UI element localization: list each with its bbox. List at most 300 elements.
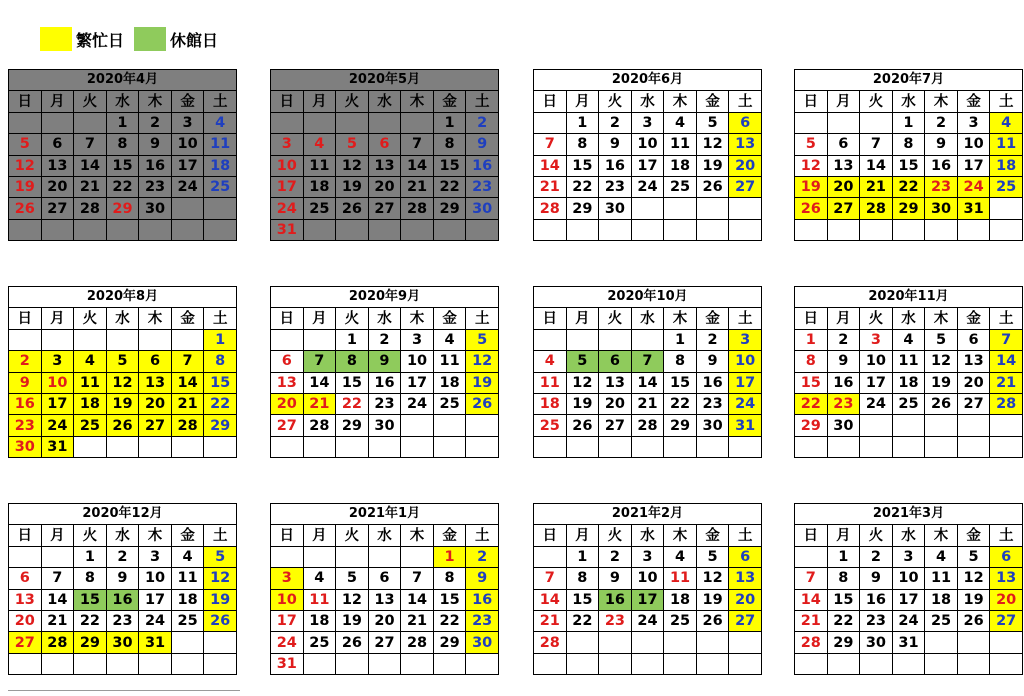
empty-cell	[566, 653, 599, 674]
day-cell: 24	[631, 610, 664, 631]
day-cell: 13	[9, 589, 42, 610]
day-cell: 30	[827, 415, 860, 436]
month-title: 2020年4月	[9, 70, 237, 91]
empty-cell	[336, 653, 369, 674]
day-cell: 18	[925, 589, 958, 610]
day-cell: 25	[534, 415, 567, 436]
day-cell: 6	[41, 134, 74, 155]
day-cell: 17	[41, 393, 74, 414]
day-cell: 5	[9, 134, 42, 155]
day-cell: 29	[433, 198, 466, 219]
month-title: 2021年3月	[795, 504, 1023, 525]
day-cell: 14	[41, 589, 74, 610]
empty-cell	[957, 219, 990, 240]
day-cell: 5	[795, 134, 828, 155]
empty-cell	[303, 546, 336, 567]
day-cell: 15	[664, 372, 697, 393]
day-cell: 24	[271, 198, 304, 219]
closed-day-label: 休館日	[170, 30, 219, 50]
day-cell: 21	[795, 610, 828, 631]
empty-cell	[74, 112, 107, 133]
empty-cell	[41, 112, 74, 133]
empty-cell	[41, 329, 74, 350]
day-cell: 16	[925, 155, 958, 176]
day-cell: 21	[74, 176, 107, 197]
empty-cell	[171, 198, 204, 219]
weekday-header: 木	[139, 308, 172, 329]
day-cell: 2	[827, 329, 860, 350]
day-cell: 27	[41, 198, 74, 219]
weekday-header: 火	[74, 308, 107, 329]
day-cell: 26	[336, 198, 369, 219]
day-cell: 7	[534, 568, 567, 589]
empty-cell	[990, 219, 1023, 240]
empty-cell	[171, 219, 204, 240]
day-cell: 2	[9, 351, 42, 372]
weekday-header: 土	[990, 308, 1023, 329]
weekday-header: 土	[990, 91, 1023, 112]
weekday-header: 木	[664, 525, 697, 546]
empty-cell	[795, 219, 828, 240]
day-cell: 21	[534, 610, 567, 631]
day-cell: 8	[74, 568, 107, 589]
weekday-header: 金	[696, 308, 729, 329]
day-cell: 16	[368, 372, 401, 393]
empty-cell	[957, 653, 990, 674]
closed-day-swatch	[134, 27, 166, 51]
weekday-header: 日	[795, 91, 828, 112]
weekday-header: 日	[534, 525, 567, 546]
day-cell: 20	[729, 589, 762, 610]
day-cell: 6	[368, 568, 401, 589]
month-calendar	[8, 503, 237, 675]
day-cell: 9	[599, 568, 632, 589]
divider	[8, 690, 240, 691]
weekday-header: 土	[204, 525, 237, 546]
day-cell: 9	[466, 568, 499, 589]
day-cell: 12	[106, 372, 139, 393]
day-cell: 28	[74, 198, 107, 219]
day-cell: 28	[795, 632, 828, 653]
day-cell: 22	[892, 176, 925, 197]
day-cell: 26	[925, 393, 958, 414]
weekday-header: 金	[696, 525, 729, 546]
day-cell: 13	[41, 155, 74, 176]
weekday-header: 土	[204, 308, 237, 329]
empty-cell	[139, 329, 172, 350]
day-cell: 16	[696, 372, 729, 393]
day-cell: 21	[860, 176, 893, 197]
day-cell: 29	[106, 198, 139, 219]
empty-cell	[204, 219, 237, 240]
empty-cell	[401, 219, 434, 240]
day-cell: 17	[860, 372, 893, 393]
day-cell: 13	[827, 155, 860, 176]
day-cell: 11	[534, 372, 567, 393]
empty-cell	[336, 436, 369, 457]
day-cell: 6	[139, 351, 172, 372]
empty-cell	[368, 219, 401, 240]
day-cell: 25	[303, 632, 336, 653]
day-cell: 14	[795, 589, 828, 610]
empty-cell	[957, 436, 990, 457]
day-cell: 2	[696, 329, 729, 350]
day-cell: 25	[433, 393, 466, 414]
day-cell: 5	[336, 134, 369, 155]
day-cell: 4	[74, 351, 107, 372]
day-cell: 15	[566, 589, 599, 610]
day-cell: 23	[9, 415, 42, 436]
day-cell: 15	[336, 372, 369, 393]
day-cell: 16	[139, 155, 172, 176]
day-cell: 8	[795, 351, 828, 372]
day-cell: 28	[860, 198, 893, 219]
day-cell: 4	[664, 112, 697, 133]
day-cell: 11	[433, 351, 466, 372]
weekday-header: 月	[41, 91, 74, 112]
empty-cell	[41, 546, 74, 567]
day-cell: 28	[534, 632, 567, 653]
day-cell: 29	[566, 198, 599, 219]
day-cell: 26	[466, 393, 499, 414]
day-cell: 1	[433, 546, 466, 567]
empty-cell	[106, 653, 139, 674]
day-cell: 7	[41, 568, 74, 589]
weekday-header: 月	[827, 525, 860, 546]
day-cell: 5	[336, 568, 369, 589]
day-cell: 23	[466, 610, 499, 631]
empty-cell	[9, 546, 42, 567]
day-cell: 28	[41, 632, 74, 653]
day-cell: 10	[631, 134, 664, 155]
day-cell: 3	[631, 112, 664, 133]
day-cell: 1	[204, 329, 237, 350]
day-cell: 31	[892, 632, 925, 653]
empty-cell	[925, 653, 958, 674]
weekday-header: 火	[599, 525, 632, 546]
day-cell: 5	[957, 546, 990, 567]
empty-cell	[433, 653, 466, 674]
day-cell: 8	[892, 134, 925, 155]
empty-cell	[599, 436, 632, 457]
weekday-header: 金	[171, 308, 204, 329]
day-cell: 18	[433, 372, 466, 393]
day-cell: 30	[466, 198, 499, 219]
day-cell: 4	[534, 351, 567, 372]
day-cell: 14	[534, 589, 567, 610]
day-cell: 27	[139, 415, 172, 436]
day-cell: 16	[599, 155, 632, 176]
day-cell: 22	[566, 610, 599, 631]
day-cell: 31	[957, 198, 990, 219]
day-cell: 29	[827, 632, 860, 653]
day-cell: 16	[860, 589, 893, 610]
day-cell: 20	[271, 393, 304, 414]
month-title: 2021年1月	[271, 504, 499, 525]
day-cell: 7	[795, 568, 828, 589]
weekday-header: 土	[204, 91, 237, 112]
day-cell: 30	[860, 632, 893, 653]
day-cell: 16	[599, 589, 632, 610]
day-cell: 27	[729, 176, 762, 197]
day-cell: 3	[892, 546, 925, 567]
day-cell: 13	[729, 568, 762, 589]
weekday-header: 月	[303, 308, 336, 329]
weekday-header: 月	[566, 91, 599, 112]
day-cell: 6	[9, 568, 42, 589]
empty-cell	[336, 546, 369, 567]
empty-cell	[827, 112, 860, 133]
weekday-header: 日	[271, 91, 304, 112]
day-cell: 3	[139, 546, 172, 567]
day-cell: 26	[795, 198, 828, 219]
weekday-header: 火	[599, 308, 632, 329]
day-cell: 3	[631, 546, 664, 567]
day-cell: 9	[106, 568, 139, 589]
day-cell: 22	[566, 176, 599, 197]
day-cell: 29	[74, 632, 107, 653]
weekday-header: 木	[139, 91, 172, 112]
empty-cell	[171, 632, 204, 653]
day-cell: 19	[204, 589, 237, 610]
day-cell: 25	[990, 176, 1023, 197]
empty-cell	[401, 112, 434, 133]
empty-cell	[368, 112, 401, 133]
empty-cell	[892, 653, 925, 674]
day-cell: 11	[925, 568, 958, 589]
day-cell: 13	[271, 372, 304, 393]
day-cell: 13	[368, 155, 401, 176]
day-cell: 14	[401, 155, 434, 176]
day-cell: 16	[9, 393, 42, 414]
empty-cell	[860, 436, 893, 457]
empty-cell	[466, 436, 499, 457]
day-cell: 13	[990, 568, 1023, 589]
weekday-header: 月	[41, 308, 74, 329]
day-cell: 12	[795, 155, 828, 176]
empty-cell	[631, 632, 664, 653]
day-cell: 26	[336, 632, 369, 653]
month-calendar	[533, 69, 762, 241]
month-title: 2020年7月	[795, 70, 1023, 91]
month-calendar	[794, 286, 1023, 458]
day-cell: 17	[271, 176, 304, 197]
empty-cell	[303, 112, 336, 133]
empty-cell	[957, 632, 990, 653]
day-cell: 6	[271, 351, 304, 372]
weekday-header: 水	[368, 91, 401, 112]
weekday-header: 木	[401, 91, 434, 112]
weekday-header: 月	[566, 308, 599, 329]
day-cell: 8	[664, 351, 697, 372]
weekday-header: 木	[664, 91, 697, 112]
day-cell: 7	[401, 134, 434, 155]
empty-cell	[74, 329, 107, 350]
day-cell: 6	[957, 329, 990, 350]
day-cell: 6	[599, 351, 632, 372]
empty-cell	[795, 653, 828, 674]
day-cell: 8	[106, 134, 139, 155]
day-cell: 2	[368, 329, 401, 350]
day-cell: 9	[827, 351, 860, 372]
day-cell: 19	[696, 155, 729, 176]
day-cell: 5	[925, 329, 958, 350]
empty-cell	[696, 219, 729, 240]
day-cell: 10	[271, 155, 304, 176]
empty-cell	[271, 436, 304, 457]
weekday-header: 火	[336, 308, 369, 329]
day-cell: 15	[74, 589, 107, 610]
day-cell: 24	[957, 176, 990, 197]
weekday-header: 日	[795, 308, 828, 329]
weekday-header: 日	[271, 308, 304, 329]
day-cell: 10	[631, 568, 664, 589]
empty-cell	[433, 436, 466, 457]
day-cell: 4	[990, 112, 1023, 133]
day-cell: 11	[303, 155, 336, 176]
empty-cell	[9, 329, 42, 350]
day-cell: 19	[696, 589, 729, 610]
empty-cell	[74, 436, 107, 457]
day-cell: 1	[795, 329, 828, 350]
day-cell: 2	[466, 546, 499, 567]
day-cell: 15	[566, 155, 599, 176]
empty-cell	[433, 219, 466, 240]
day-cell: 30	[925, 198, 958, 219]
day-cell: 3	[41, 351, 74, 372]
empty-cell	[74, 653, 107, 674]
day-cell: 9	[599, 134, 632, 155]
day-cell: 12	[336, 589, 369, 610]
day-cell: 17	[401, 372, 434, 393]
day-cell: 20	[368, 176, 401, 197]
weekday-header: 水	[368, 525, 401, 546]
day-cell: 23	[827, 393, 860, 414]
weekday-header: 土	[466, 308, 499, 329]
day-cell: 12	[466, 351, 499, 372]
day-cell: 31	[729, 415, 762, 436]
month-title: 2020年5月	[271, 70, 499, 91]
day-cell: 9	[466, 134, 499, 155]
day-cell: 8	[433, 568, 466, 589]
day-cell: 3	[860, 329, 893, 350]
day-cell: 30	[599, 198, 632, 219]
day-cell: 23	[599, 176, 632, 197]
weekday-header: 金	[957, 91, 990, 112]
day-cell: 26	[204, 610, 237, 631]
empty-cell	[41, 219, 74, 240]
weekday-header: 火	[74, 525, 107, 546]
empty-cell	[599, 329, 632, 350]
empty-cell	[696, 198, 729, 219]
weekday-header: 火	[74, 91, 107, 112]
empty-cell	[631, 436, 664, 457]
day-cell: 22	[795, 393, 828, 414]
day-cell: 30	[9, 436, 42, 457]
day-cell: 11	[664, 134, 697, 155]
empty-cell	[990, 415, 1023, 436]
day-cell: 4	[433, 329, 466, 350]
weekday-header: 月	[41, 525, 74, 546]
month-calendar	[270, 69, 499, 241]
day-cell: 28	[534, 198, 567, 219]
day-cell: 16	[106, 589, 139, 610]
day-cell: 21	[171, 393, 204, 414]
empty-cell	[204, 198, 237, 219]
day-cell: 18	[664, 155, 697, 176]
day-cell: 16	[466, 155, 499, 176]
empty-cell	[9, 219, 42, 240]
day-cell: 12	[566, 372, 599, 393]
day-cell: 20	[729, 155, 762, 176]
day-cell: 11	[171, 568, 204, 589]
month-calendar	[8, 286, 237, 458]
day-cell: 15	[433, 155, 466, 176]
day-cell: 2	[599, 112, 632, 133]
empty-cell	[466, 415, 499, 436]
day-cell: 3	[729, 329, 762, 350]
day-cell: 7	[74, 134, 107, 155]
weekday-header: 火	[860, 525, 893, 546]
empty-cell	[925, 436, 958, 457]
day-cell: 16	[827, 372, 860, 393]
day-cell: 20	[41, 176, 74, 197]
empty-cell	[957, 415, 990, 436]
empty-cell	[303, 653, 336, 674]
day-cell: 18	[303, 610, 336, 631]
empty-cell	[892, 436, 925, 457]
day-cell: 23	[696, 393, 729, 414]
weekday-header: 火	[336, 91, 369, 112]
day-cell: 6	[368, 134, 401, 155]
day-cell: 1	[566, 112, 599, 133]
empty-cell	[860, 415, 893, 436]
day-cell: 18	[534, 393, 567, 414]
day-cell: 19	[566, 393, 599, 414]
weekday-header: 土	[729, 308, 762, 329]
empty-cell	[664, 632, 697, 653]
empty-cell	[892, 219, 925, 240]
day-cell: 29	[892, 198, 925, 219]
weekday-header: 水	[892, 91, 925, 112]
day-cell: 19	[9, 176, 42, 197]
day-cell: 4	[925, 546, 958, 567]
empty-cell	[171, 653, 204, 674]
day-cell: 3	[957, 112, 990, 133]
day-cell: 9	[696, 351, 729, 372]
day-cell: 18	[664, 589, 697, 610]
day-cell: 19	[957, 589, 990, 610]
day-cell: 16	[466, 589, 499, 610]
weekday-header: 水	[631, 525, 664, 546]
day-cell: 28	[401, 632, 434, 653]
day-cell: 5	[566, 351, 599, 372]
day-cell: 11	[664, 568, 697, 589]
weekday-header: 火	[336, 525, 369, 546]
weekday-header: 水	[106, 91, 139, 112]
empty-cell	[74, 219, 107, 240]
day-cell: 14	[303, 372, 336, 393]
weekday-header: 水	[892, 525, 925, 546]
day-cell: 3	[401, 329, 434, 350]
day-cell: 11	[990, 134, 1023, 155]
day-cell: 10	[892, 568, 925, 589]
day-cell: 27	[368, 198, 401, 219]
day-cell: 24	[41, 415, 74, 436]
empty-cell	[139, 219, 172, 240]
day-cell: 2	[466, 112, 499, 133]
empty-cell	[534, 436, 567, 457]
